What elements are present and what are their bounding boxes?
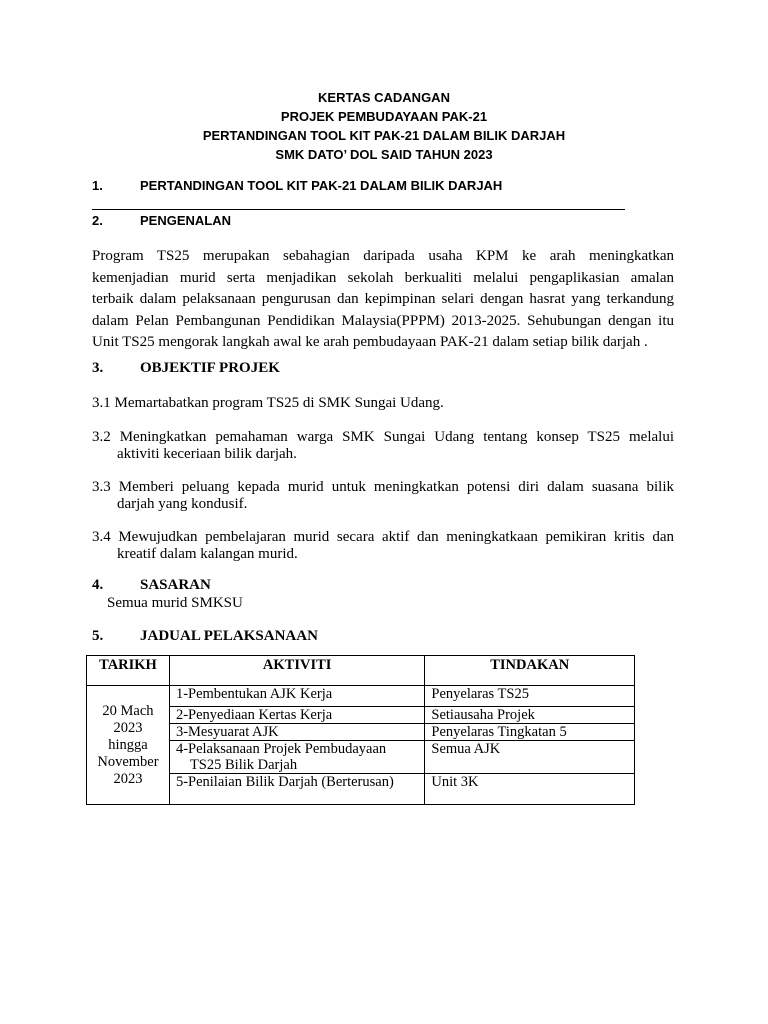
intro-line: Unit TS25 mengorak langkah awal ke arah pembudayaan PAK-21 dalam setiap bilik darjah . <box>92 334 648 350</box>
date-range-cell <box>87 686 170 805</box>
table-row <box>87 686 635 707</box>
activity-cell: 1-Pembentukan AJK Kerja <box>169 686 424 707</box>
activity-text-continued: TS25 Bilik Darjah <box>189 757 298 773</box>
section-2-number: 2. <box>92 213 103 228</box>
section-1-heading: PERTANDINGAN TOOL KIT PAK-21 DALAM BILIK DARJAH <box>140 178 503 193</box>
activity-cell: 5-Penilaian Bilik Darjah (Berterusan) <box>169 774 424 805</box>
table-row <box>87 724 635 741</box>
objective-text: 3.1 Memartabatkan program TS25 di SMK Sungai Udang. <box>92 395 444 411</box>
action-cell: Penyelaras Tingkatan 5 <box>425 724 635 741</box>
document-title-block <box>0 88 768 164</box>
date-line: hingga <box>108 736 148 753</box>
intro-line: terbaik dalam pelaksanaan pengurusan dan kepimpinan selari dengan hasrat yang terkandung <box>92 291 674 307</box>
action-cell: Semua AJK <box>425 741 635 774</box>
section-3-number: 3. <box>92 360 104 376</box>
schedule-table <box>86 655 635 805</box>
column-header-action: TINDAKAN <box>425 656 635 686</box>
objective-text: 3.4 Mewujudkan pembelajaran murid secara aktif dan meningkatkaan pemikiran kritis dan <box>92 529 674 545</box>
activity-cell: 2-Penyediaan Kertas Kerja <box>169 707 424 724</box>
section-3-heading: OBJEKTIF PROJEK <box>140 360 280 376</box>
objective-text-continued: aktiviti keceriaan bilik darjah. <box>117 446 297 462</box>
action-cell: Unit 3K <box>425 774 635 805</box>
section-5-number: 5. <box>92 628 104 644</box>
activity-text: 4-Pelaksanaan Projek Pembudayaan <box>175 741 387 757</box>
objective-item <box>92 529 674 563</box>
objective-item <box>92 429 674 463</box>
activity-cell <box>169 741 424 774</box>
doc-title: KERTAS CADANGAN <box>318 90 450 105</box>
table-header-row <box>87 656 635 686</box>
competition-title: PERTANDINGAN TOOL KIT PAK-21 DALAM BILIK DARJAH <box>202 128 566 143</box>
column-header-date: TARIKH <box>87 656 170 686</box>
section-4-number: 4. <box>92 577 104 593</box>
introduction-paragraph <box>92 246 674 354</box>
action-cell: Setiausaha Projek <box>425 707 635 724</box>
objective-text: 3.3 Memberi peluang kepada murid untuk meningkatkan potensi diri dalam suasana bilik <box>92 479 674 495</box>
target-text: Semua murid SMKSU <box>107 595 243 611</box>
objective-text-continued: darjah yang kondusif. <box>117 496 248 512</box>
action-cell: Penyelaras TS25 <box>425 686 635 707</box>
date-line: 2023 <box>113 770 143 787</box>
objective-text: 3.2 Meningkatkan pemahaman warga SMK Sungai Udang tentang konsep TS25 melalui <box>92 429 674 445</box>
date-line: November <box>97 753 159 770</box>
objective-item <box>92 479 674 513</box>
table-row <box>87 741 635 774</box>
date-line: 2023 <box>113 719 143 736</box>
section-2-heading: PENGENALAN <box>140 213 232 228</box>
table-row <box>87 707 635 724</box>
section-5-heading: JADUAL PELAKSANAAN <box>140 628 318 644</box>
objective-text-continued: kreatif dalam kalangan murid. <box>117 546 298 562</box>
date-line: 20 Mach <box>102 702 154 719</box>
activity-cell: 3-Mesyuarat AJK <box>169 724 424 741</box>
section-1-number: 1. <box>92 178 103 193</box>
objective-item <box>92 395 674 412</box>
section-1-underline <box>92 209 625 210</box>
intro-line: dalam Pelan Pembangunan Pendidikan Malaysia(PPPM) 2013-2025. Sehubungan dengan itu <box>92 312 674 329</box>
table-row <box>87 774 635 805</box>
project-title: PROJEK PEMBUDAYAAN PAK-21 <box>280 109 488 124</box>
column-header-activity: AKTIVITI <box>169 656 424 686</box>
section-4-heading: SASARAN <box>140 577 211 593</box>
intro-line: Program TS25 merupakan sebahagian daripada usaha KPM ke arah meningkatkan <box>92 248 674 264</box>
school-year-title: SMK DATO’ DOL SAID TAHUN 2023 <box>275 147 493 162</box>
intro-line: kemenjadian murid serta menjadikan sekolah berkualiti melalui pengaplikasian amalan <box>92 269 674 286</box>
